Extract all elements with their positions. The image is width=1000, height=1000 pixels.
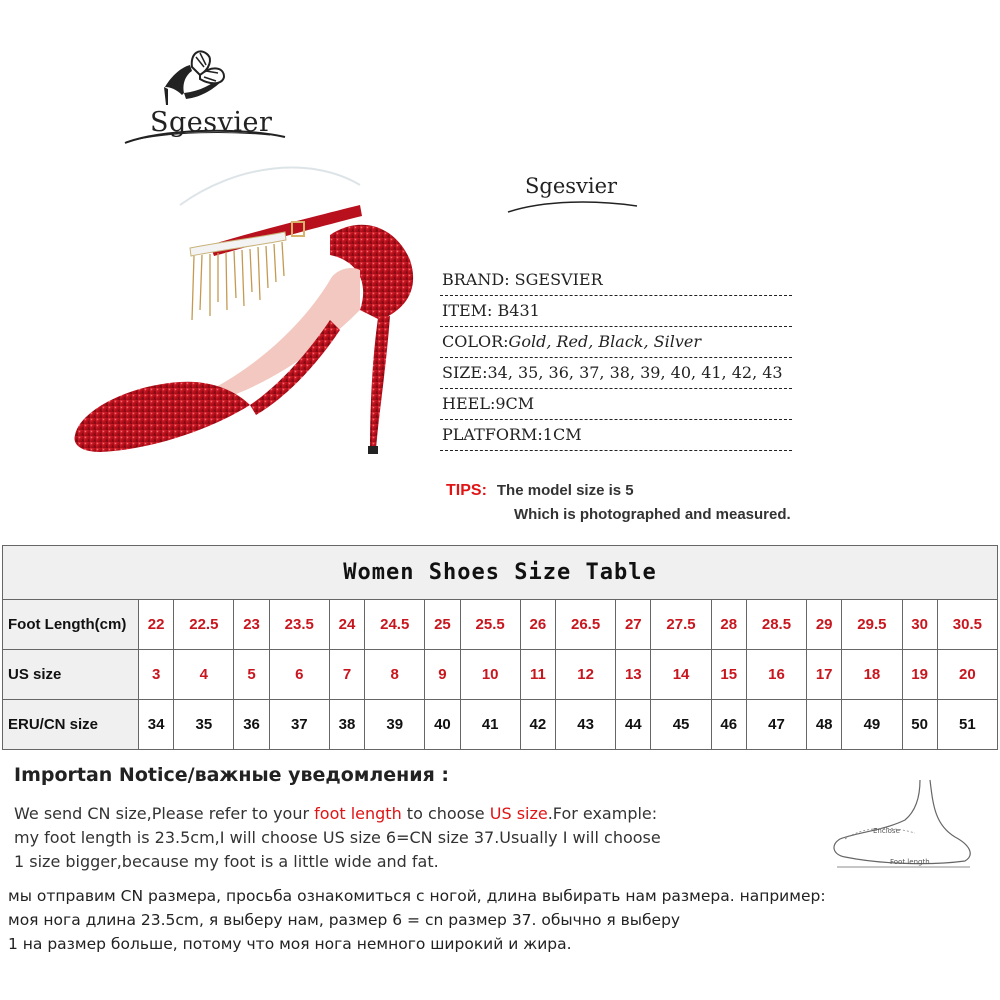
size-table-cell: 46 — [711, 700, 746, 750]
size-table-cell: 24.5 — [365, 600, 425, 650]
size-table-cell: 27.5 — [651, 600, 711, 650]
size-table-cell: 7 — [329, 650, 364, 700]
size-table-cell: 13 — [616, 650, 651, 700]
tips-block — [446, 479, 791, 527]
size-table-cell: 23.5 — [269, 600, 329, 650]
spec-value: SGESVIER — [514, 270, 603, 289]
spec-row-item — [440, 296, 792, 327]
foot-length-highlight: foot length — [314, 804, 402, 823]
spec-label: ITEM: — [442, 301, 498, 320]
size-table-cell: 39 — [365, 700, 425, 750]
tips-line-2: Which is photographed and measured. — [514, 506, 791, 523]
size-table-cell: 24 — [329, 600, 364, 650]
notice-text: .For example: — [547, 804, 658, 823]
red-pump-shoe-illustration — [60, 160, 430, 470]
size-table-cell: 29.5 — [842, 600, 902, 650]
size-table-cell: 37 — [269, 700, 329, 750]
size-table-cell: 11 — [520, 650, 555, 700]
size-table-cell: 20 — [937, 650, 997, 700]
notice-ru-line-3: 1 на размер больше, потому что моя нога немного широкий и жира. — [8, 935, 572, 953]
signature-logo-text: Sgesvier — [525, 174, 618, 198]
spec-label: PLATFORM: — [442, 425, 543, 444]
size-table-cell: 3 — [139, 650, 174, 700]
size-table-cell: 16 — [746, 650, 806, 700]
size-table-cell: 8 — [365, 650, 425, 700]
size-table-cell: 30.5 — [937, 600, 997, 650]
size-table-cell: 25 — [425, 600, 460, 650]
spec-row-size — [440, 358, 792, 389]
size-table-cell: 35 — [174, 700, 234, 750]
size-table-cell: 26.5 — [556, 600, 616, 650]
notice-en-line-3: 1 size bigger,because my foot is a little wide and fat. — [14, 852, 439, 871]
size-table-row-label: ERU/CN size — [3, 700, 139, 750]
size-table-cell: 29 — [807, 600, 842, 650]
notice-en-line-1 — [14, 802, 661, 826]
size-table-cell: 36 — [234, 700, 269, 750]
size-table-cell: 22 — [139, 600, 174, 650]
size-table-cell: 12 — [556, 650, 616, 700]
size-table-row — [3, 700, 998, 750]
size-table-cell: 22.5 — [174, 600, 234, 650]
spec-row-platform — [440, 420, 792, 451]
foot-length-label: Foot length — [890, 858, 930, 866]
foot-measurement-diagram — [825, 775, 985, 875]
size-table-cell: 28.5 — [746, 600, 806, 650]
size-table-cell: 38 — [329, 700, 364, 750]
size-table-cell: 48 — [807, 700, 842, 750]
spec-value: Gold, Red, Black, Silver — [508, 332, 702, 351]
size-table-cell: 25.5 — [460, 600, 520, 650]
notice-text: to choose — [401, 804, 490, 823]
spec-label: BRAND: — [442, 270, 515, 289]
size-table-cell: 40 — [425, 700, 460, 750]
butterfly-shoe-icon — [120, 45, 290, 160]
size-table-cell: 26 — [520, 600, 555, 650]
size-table-cell: 49 — [842, 700, 902, 750]
size-table-cell: 28 — [711, 600, 746, 650]
size-table-cell: 23 — [234, 600, 269, 650]
size-table-cell: 15 — [711, 650, 746, 700]
size-table-cell: 4 — [174, 650, 234, 700]
size-table-cell: 34 — [139, 700, 174, 750]
notice-ru-line-2: моя нога длина 23.5cm, я выберу нам, размер 6 = cn размер 37. обычно я выберу — [8, 911, 681, 929]
size-table-row-label: US size — [3, 650, 139, 700]
size-table-cell: 18 — [842, 650, 902, 700]
spec-value: 1CM — [542, 425, 582, 444]
notice-text: We send CN size,Please refer to your — [14, 804, 315, 823]
size-table-cell: 19 — [902, 650, 937, 700]
size-table-cell: 43 — [556, 700, 616, 750]
spec-label: SIZE: — [442, 363, 488, 382]
notice-ru-line-1: мы отправим CN размера, просьба ознакомиться с ногой, длина выбирать нам размера. например: — [8, 887, 826, 905]
size-table-cell: 17 — [807, 650, 842, 700]
spec-label: COLOR: — [442, 332, 509, 351]
signature-logo — [505, 170, 640, 220]
spec-row-brand — [440, 265, 792, 296]
size-table-cell: 14 — [651, 650, 711, 700]
size-table-cell: 42 — [520, 700, 555, 750]
size-table-cell: 45 — [651, 700, 711, 750]
brand-logo-text: Sgesvier — [150, 107, 273, 138]
spec-value: B431 — [497, 301, 540, 320]
size-table-cell: 6 — [269, 650, 329, 700]
size-table-row-label: Foot Length(cm) — [3, 600, 139, 650]
size-table-cell: 51 — [937, 700, 997, 750]
spec-value: 9CM — [495, 394, 535, 413]
product-image — [60, 160, 430, 470]
us-size-highlight: US size — [489, 804, 548, 823]
enclose-label: Enclose — [873, 827, 900, 835]
tips-line-1: The model size is 5 — [496, 482, 634, 499]
size-table — [2, 545, 998, 750]
size-table-cell: 9 — [425, 650, 460, 700]
foot-outline-icon — [825, 775, 985, 875]
size-table-cell: 41 — [460, 700, 520, 750]
size-table-row — [3, 600, 998, 650]
size-table-cell: 30 — [902, 600, 937, 650]
spec-row-color — [440, 327, 792, 358]
size-table-title-row — [3, 546, 998, 600]
size-table-cell: 27 — [616, 600, 651, 650]
size-table-cell: 44 — [616, 700, 651, 750]
notice-russian — [8, 884, 826, 956]
spec-row-heel — [440, 389, 792, 420]
size-table-cell: 10 — [460, 650, 520, 700]
notice-heading: Importan Notice/важные уведомления : — [14, 764, 450, 786]
size-table-cell: 5 — [234, 650, 269, 700]
size-table-title: Women Shoes Size Table — [3, 546, 998, 600]
notice-en-line-2: my foot length is 23.5cm,I will choose US size 6=CN size 37.Usually I will choose — [14, 828, 661, 847]
notice-english — [14, 802, 661, 874]
size-table-cell: 50 — [902, 700, 937, 750]
size-table-cell: 47 — [746, 700, 806, 750]
spec-value: 34, 35, 36, 37, 38, 39, 40, 41, 42, 43 — [487, 363, 783, 382]
spec-label: HEEL: — [442, 394, 496, 413]
tips-label: TIPS: — [446, 482, 487, 499]
product-specs — [440, 265, 792, 451]
size-table-row — [3, 650, 998, 700]
brand-logo — [120, 45, 290, 160]
